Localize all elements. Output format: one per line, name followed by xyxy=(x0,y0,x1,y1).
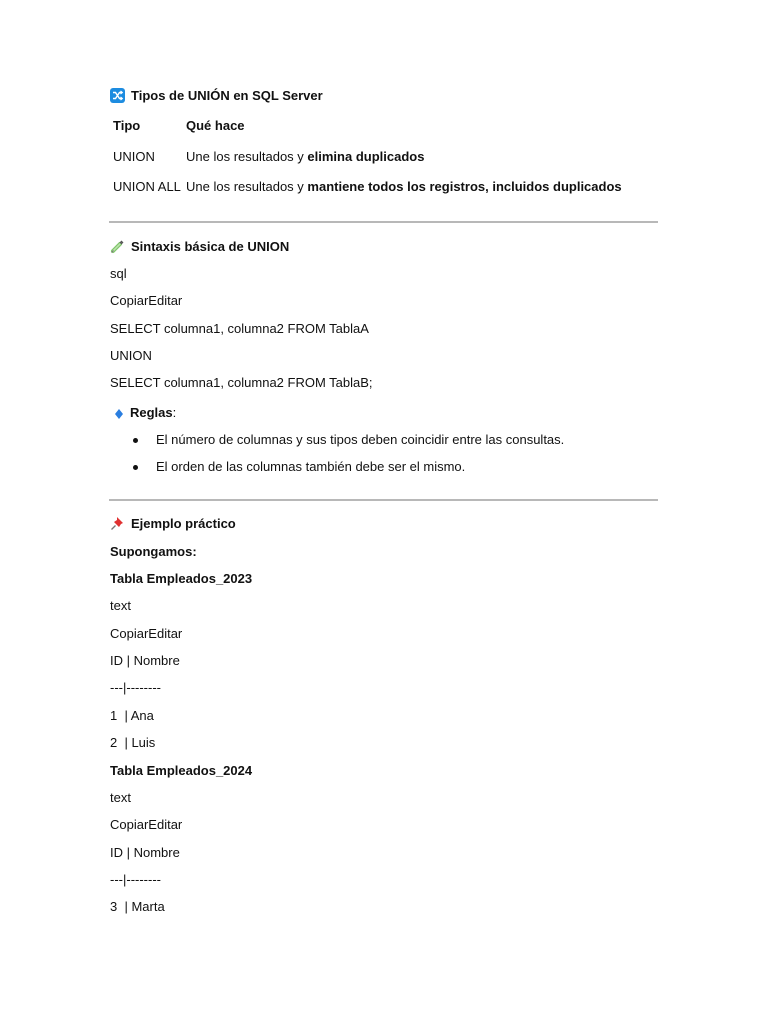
code-line: ID | Nombre xyxy=(110,653,180,668)
table-title: Tabla Empleados_2024 xyxy=(110,763,253,778)
rules-label: Reglas xyxy=(130,405,173,420)
code-line: SELECT columna1, columna2 FROM TablaB; xyxy=(110,375,373,390)
rules-colon: : xyxy=(172,405,177,420)
pushpin-icon xyxy=(110,516,125,535)
description-text: Une los resultados y xyxy=(186,179,308,194)
code-line: 3 | Marta xyxy=(110,899,165,914)
table-cell-tipo: UNION ALL xyxy=(113,179,181,194)
code-line: ---|-------- xyxy=(110,680,161,695)
code-line: ---|-------- xyxy=(110,872,161,887)
list-item: El orden de las columnas también debe ser el mismo. xyxy=(156,459,466,474)
code-line: 2 | Luis xyxy=(110,735,156,750)
code-line: UNION xyxy=(110,348,152,363)
rules-heading xyxy=(114,405,176,424)
list-item: El número de columnas y sus tipos deben coincidir entre las consultas. xyxy=(156,432,565,447)
table-header-que-hace: Qué hace xyxy=(186,118,245,133)
shuffle-icon xyxy=(110,88,125,107)
code-language-label: text xyxy=(110,598,131,613)
code-line: 1 | Ana xyxy=(110,708,154,723)
bullet-icon xyxy=(133,465,138,470)
section-divider xyxy=(109,499,658,501)
copy-button[interactable]: CopiarEditar xyxy=(110,293,183,308)
code-line: SELECT columna1, columna2 FROM TablaA xyxy=(110,321,369,336)
section-divider xyxy=(109,221,658,223)
copy-button[interactable]: CopiarEditar xyxy=(110,626,183,641)
syringe-icon xyxy=(110,239,125,258)
table-cell-description xyxy=(186,179,622,195)
section-title: Sintaxis básica de UNION xyxy=(131,239,290,254)
description-text: Une los resultados y xyxy=(186,149,308,164)
description-emphasis: elimina duplicados xyxy=(307,149,425,164)
table-cell-tipo: UNION xyxy=(113,149,155,164)
table-title: Tabla Empleados_2023 xyxy=(110,571,253,586)
diamond-icon xyxy=(114,408,124,424)
code-language-label: text xyxy=(110,790,131,805)
table-header-tipo: Tipo xyxy=(113,118,141,133)
section-heading-example xyxy=(110,516,236,535)
code-line: ID | Nombre xyxy=(110,845,180,860)
copy-button[interactable]: CopiarEditar xyxy=(110,817,183,832)
section-title: Tipos de UNIÓN en SQL Server xyxy=(131,88,323,103)
description-emphasis: mantiene todos los registros, incluidos duplicados xyxy=(307,179,622,194)
section-heading-union-types xyxy=(110,88,323,107)
bullet-icon xyxy=(133,438,138,443)
code-language-label: sql xyxy=(110,266,127,281)
section-title: Ejemplo práctico xyxy=(131,516,236,531)
table-cell-description xyxy=(186,149,424,165)
intro-text: Supongamos: xyxy=(110,544,197,559)
section-heading-syntax xyxy=(110,239,289,258)
